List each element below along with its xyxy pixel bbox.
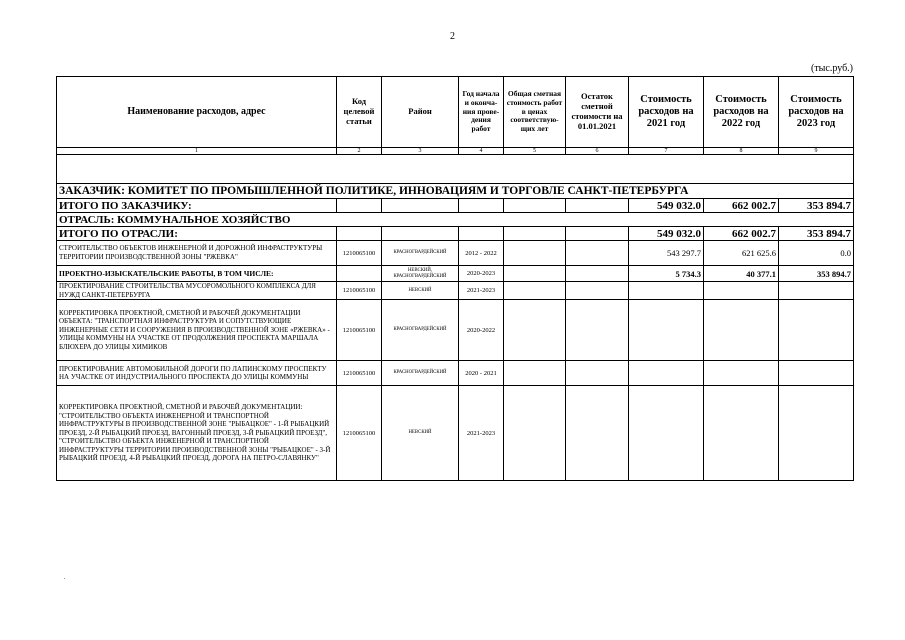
row-remainder: [566, 300, 629, 361]
row-code: 1210065100: [337, 361, 382, 386]
customer-total-label: ИТОГО ПО ЗАКАЗЧИКУ:: [57, 199, 337, 213]
row-name: КОРРЕКТИРОВКА ПРОЕКТНОЙ, СМЕТНОЙ И РАБОЧЕЙ ДОКУМЕНТАЦИИ ОБЪЕКТА: "ТРАНСПОРТНАЯ ИНФРАСТРУКТУРА И СОПУТСТВУЮЩИЕ ИНЖЕНЕРНЫЕ СЕТИ И СООРУЖЕНИЯ В ПРОИЗВОДСТВЕННОЙ ЗОНЕ «РЖЕВКА» - УЛИЦЫ КОММУНЫ НА УЧАСТКЕ ОТ ПРОДОЛЖЕНИЯ ПРОСПЕКТА МАРШАЛА БЛЮХЕРА ДО УЛИЦЫ ХИМИКОВ: [57, 300, 337, 361]
column-number-row: [57, 148, 854, 155]
row-estimate: [504, 386, 566, 481]
industry-total-2021: 549 032.0: [629, 227, 704, 241]
customer-title: ЗАКАЗЧИК: КОМИТЕТ ПО ПРОМЫШЛЕННОЙ ПОЛИТИКЕ, ИННОВАЦИЯМ И ТОРГОВЛЕ САНКТ-ПЕТЕРБУРГА: [57, 184, 854, 199]
page-number: 2: [450, 31, 455, 42]
column-number: 5: [504, 148, 566, 155]
row-district: НЕВСКИЙ: [382, 282, 459, 300]
row-period: 2020-2023: [459, 266, 504, 282]
row-period: 2021-2023: [459, 386, 504, 481]
customer-row: [57, 184, 854, 199]
industry-total-2023: 353 894.7: [779, 227, 854, 241]
row-code: 1210065100: [337, 386, 382, 481]
row-2023: 0.0: [779, 241, 854, 266]
row-code: 1210065100: [337, 282, 382, 300]
column-number: 8: [704, 148, 779, 155]
row-remainder: [566, 266, 629, 282]
industry-title: ОТРАСЛЬ: КОММУНАЛЬНОЕ ХОЗЯЙСТВО: [57, 213, 854, 227]
industry-total-label: ИТОГО ПО ОТРАСЛИ:: [57, 227, 337, 241]
row-estimate: [504, 266, 566, 282]
row-2022: [704, 361, 779, 386]
column-number: 2: [337, 148, 382, 155]
row-name: ПРОЕКТНО-ИЗЫСКАТЕЛЬСКИЕ РАБОТЫ, В ТОМ ЧИСЛЕ:: [57, 266, 337, 282]
customer-total-2021: 549 032.0: [629, 199, 704, 213]
column-number: 3: [382, 148, 459, 155]
header-district: Район: [382, 77, 459, 148]
row-2022: 40 377.1: [704, 266, 779, 282]
units-label: (тыс.руб.): [810, 63, 853, 74]
row-2023: [779, 361, 854, 386]
row-2023: [779, 300, 854, 361]
table-row: [57, 266, 854, 282]
row-2021: [629, 282, 704, 300]
row-2023: 353 894.7: [779, 266, 854, 282]
row-name: КОРРЕКТИРОВКА ПРОЕКТНОЙ, СМЕТНОЙ И РАБОЧЕЙ ДОКУМЕНТАЦИИ: "СТРОИТЕЛЬСТВО ОБЪЕКТА ИНЖЕНЕРНОЙ И ТРАНСПОРТНОЙ ИНФРАСТРУКТУРЫ В ПРОИЗВОДСТВЕННОЙ ЗОНЕ "РЫБАЦКОЕ" - 1-Й РЫБАЦКИЙ ПРОЕЗД, 2-Й РЫБАЦКИЙ ПРОЕЗД, ВАГОННЫЙ ПРОЕЗД, 3-Й РЫБАЦКИЙ ПРОЕЗД", "СТРОИТЕЛЬСТВО ОБЪЕКТА ИНЖЕНЕРНОЙ И ТРАНСПОРТНОЙ ИНФРАСТРУКТУРЫ ТЕРРИТОРИИ ПРОИЗВОДСТВЕННОЙ ЗОНЫ "РЫБАЦКОЕ" - 3-Й РЫБАЦКИЙ ПРОЕЗД, 4-Й РЫБАЦКИЙ ПРОЕЗД, ДОРОГА НА ПЕТРО-СЛАВЯНКУ": [57, 386, 337, 481]
row-code: [337, 266, 382, 282]
row-period: 2020 - 2021: [459, 361, 504, 386]
column-number: 6: [566, 148, 629, 155]
customer-total-row: [57, 199, 854, 213]
row-2022: [704, 386, 779, 481]
row-estimate: [504, 300, 566, 361]
customer-total-2022: 662 002.7: [704, 199, 779, 213]
row-district: КРАСНОГВАРДЕЙСКИЙ: [382, 300, 459, 361]
header-row: [57, 77, 854, 148]
table-row: [57, 361, 854, 386]
budget-table: [56, 76, 854, 481]
row-period: 2012 - 2022: [459, 241, 504, 266]
customer-total-2023: 353 894.7: [779, 199, 854, 213]
row-district: КРАСНОГВАРДЕЙСКИЙ: [382, 241, 459, 266]
row-2023: [779, 386, 854, 481]
row-code: 1210065100: [337, 241, 382, 266]
row-2021: [629, 300, 704, 361]
row-2021: 543 297.7: [629, 241, 704, 266]
row-2021: [629, 386, 704, 481]
row-estimate: [504, 282, 566, 300]
row-2021: [629, 361, 704, 386]
row-2023: [779, 282, 854, 300]
header-period: Год начала и оконча-ния прове-дения работ: [459, 77, 504, 148]
column-number: 9: [779, 148, 854, 155]
spacer-row: [57, 155, 854, 184]
row-code: 1210065100: [337, 300, 382, 361]
row-2021: 5 734.3: [629, 266, 704, 282]
row-name: ПРОЕКТИРОВАНИЕ СТРОИТЕЛЬСТВА МУСОРОМОЛЬНОГО КОМПЛЕКСА ДЛЯ НУЖД САНКТ-ПЕТЕРБУРГА: [57, 282, 337, 300]
header-name: Наименование расходов, адрес: [57, 77, 337, 148]
row-district: КРАСНОГВАРДЕЙСКИЙ: [382, 361, 459, 386]
row-remainder: [566, 361, 629, 386]
row-period: 2020-2022: [459, 300, 504, 361]
table-row: [57, 386, 854, 481]
row-remainder: [566, 282, 629, 300]
header-2022: Стоимость расходов на 2022 год: [704, 77, 779, 148]
row-name: ПРОЕКТИРОВАНИЕ АВТОМОБИЛЬНОЙ ДОРОГИ ПО ЛАПИНСКОМУ ПРОСПЕКТУ НА УЧАСТКЕ ОТ ИНДУСТРИАЛЬНОГО ПРОСПЕКТА ДО УЛИЦЫ КОММУНЫ: [57, 361, 337, 386]
column-number: 7: [629, 148, 704, 155]
row-district: НЕВСКИЙ, КРАСНОГВАРДЕЙСКИЙ: [382, 266, 459, 282]
row-name: СТРОИТЕЛЬСТВО ОБЪЕКТОВ ИНЖЕНЕРНОЙ И ДОРОЖНОЙ ИНФРАСТРУКТУРЫ ТЕРРИТОРИИ ПРОИЗВОДСТВЕННОЙ ЗОНЫ "РЖЕВКА": [57, 241, 337, 266]
row-remainder: [566, 241, 629, 266]
header-estimate: Общая сметная стоимость работ в ценах соответствую-щих лет: [504, 77, 566, 148]
industry-total-row: [57, 227, 854, 241]
column-number: 1: [57, 148, 337, 155]
column-number: 4: [459, 148, 504, 155]
header-2023: Стоимость расходов на 2023 год: [779, 77, 854, 148]
table-row: [57, 241, 854, 266]
table-row: [57, 300, 854, 361]
header-remainder: Остаток сметной стоимости на 01.01.2021: [566, 77, 629, 148]
row-2022: [704, 300, 779, 361]
row-remainder: [566, 386, 629, 481]
table-row: [57, 282, 854, 300]
industry-total-2022: 662 002.7: [704, 227, 779, 241]
scan-speck: [64, 578, 65, 579]
row-estimate: [504, 241, 566, 266]
row-estimate: [504, 361, 566, 386]
row-period: 2021-2023: [459, 282, 504, 300]
row-2022: 621 625.6: [704, 241, 779, 266]
industry-row: [57, 213, 854, 227]
header-2021: Стоимость расходов на 2021 год: [629, 77, 704, 148]
header-code: Код целевой статьи: [337, 77, 382, 148]
row-district: НЕВСКИЙ: [382, 386, 459, 481]
row-2022: [704, 282, 779, 300]
